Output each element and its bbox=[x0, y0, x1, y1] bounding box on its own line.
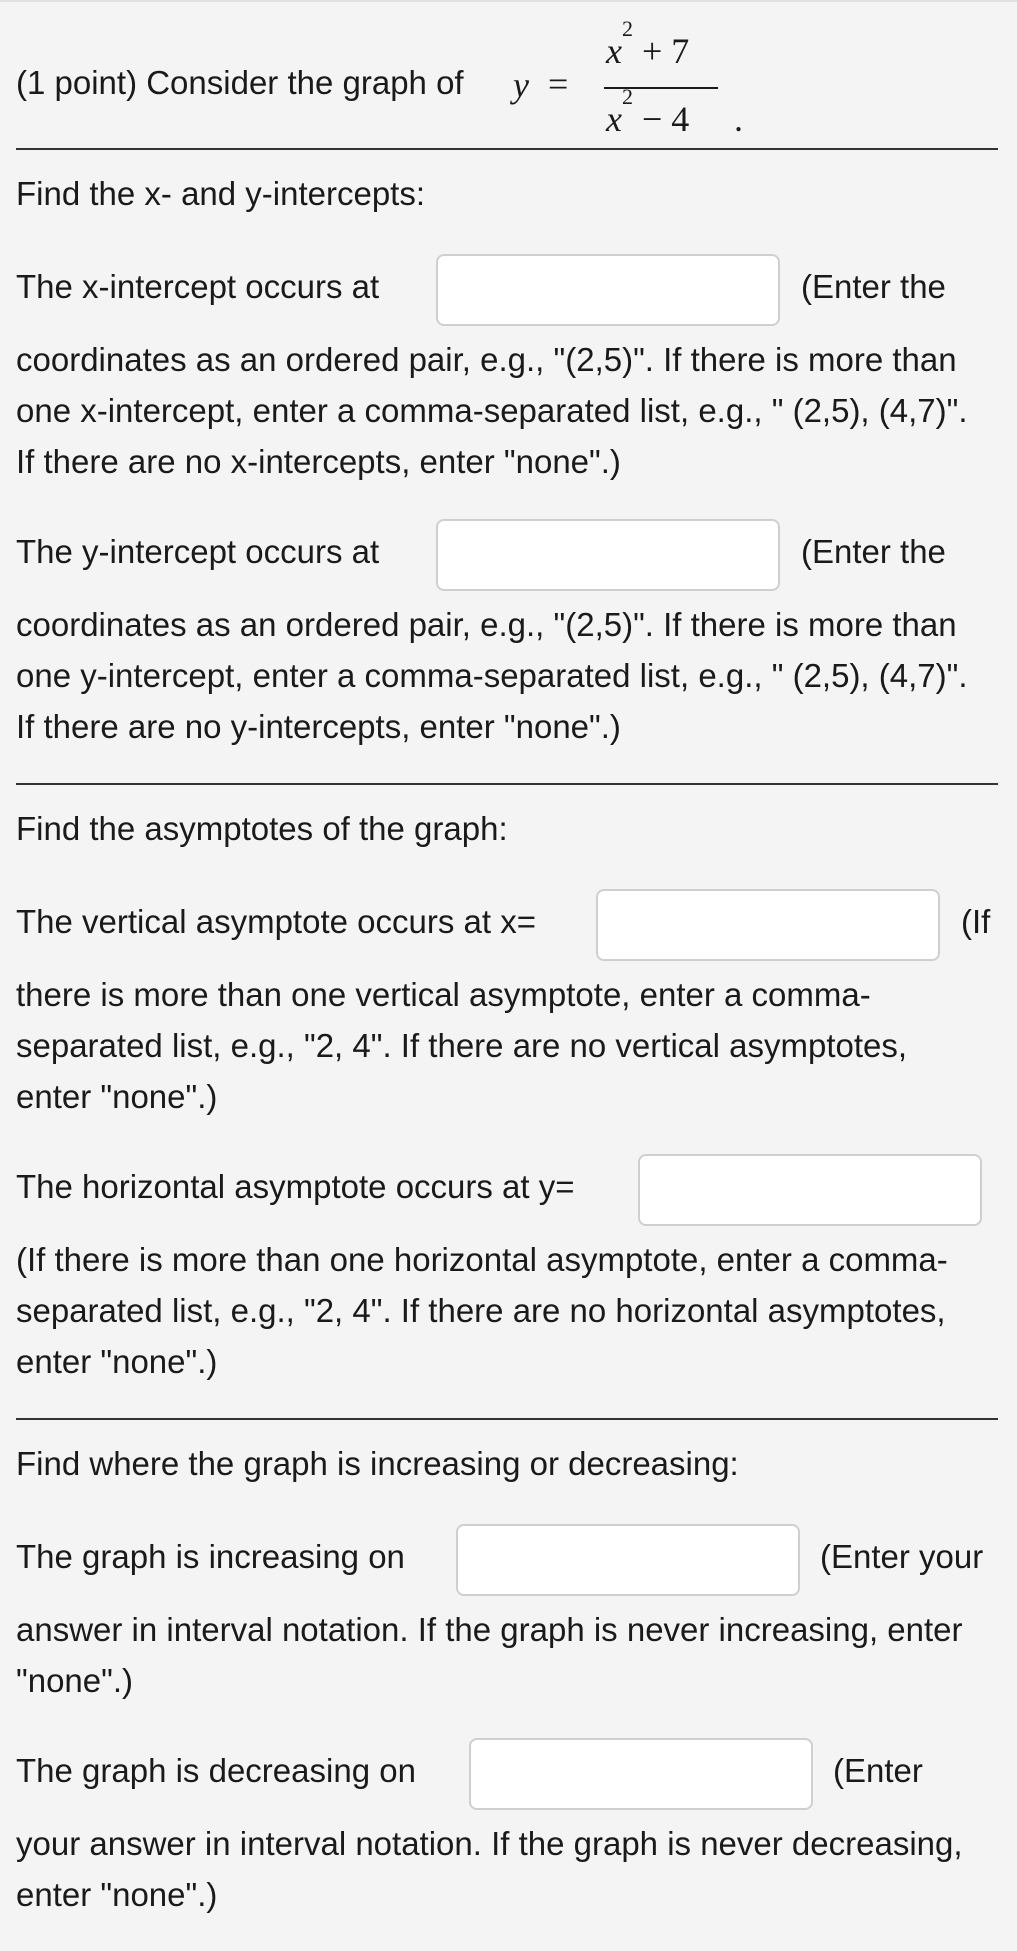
question-increasing bbox=[16, 1524, 998, 1706]
equation-y-variable: y bbox=[513, 65, 529, 105]
increasing-interval-input[interactable] bbox=[456, 1524, 800, 1596]
section-divider bbox=[16, 783, 998, 785]
question-instruction-start: (Enter the bbox=[801, 533, 946, 570]
vertical-asymptote-input[interactable] bbox=[596, 889, 940, 961]
equation-fraction bbox=[596, 16, 726, 140]
x-intercept-input[interactable] bbox=[436, 254, 780, 326]
question-instruction: there is more than one vertical asymptote, enter a comma-separated list, e.g., "2, 4". If there are no vertical asymptotes, enter "none".) bbox=[16, 976, 908, 1115]
question-horizontal-asymptote bbox=[16, 1154, 998, 1387]
problem-lead-text: (1 point) Consider the graph of bbox=[16, 64, 464, 101]
section-divider bbox=[16, 1418, 998, 1420]
section-title-monotonicity: Find where the graph is increasing or decreasing: bbox=[16, 1445, 739, 1482]
question-label: The horizontal asymptote occurs at y= bbox=[16, 1168, 575, 1205]
question-y-intercept bbox=[16, 519, 998, 752]
question-instruction-start: (Enter the bbox=[801, 268, 946, 305]
y-intercept-input[interactable] bbox=[436, 519, 780, 591]
question-instruction: your answer in interval notation. If the graph is never decreasing, enter "none".) bbox=[16, 1825, 963, 1913]
question-instruction: coordinates as an ordered pair, e.g., "(2,5)". If there is more than one x-intercept, enter a comma-separated list, e.g., " (2,5), (4,7)". If there are no x-intercepts, enter "none".) bbox=[16, 341, 968, 480]
question-instruction: coordinates as an ordered pair, e.g., "(2,5)". If there is more than one y-intercept, enter a comma-separated list, e.g., " (2,5), (4,7)". If there are no y-intercepts, enter "none".) bbox=[16, 606, 968, 745]
question-vertical-asymptote bbox=[16, 889, 998, 1122]
decreasing-interval-input[interactable] bbox=[469, 1738, 813, 1810]
top-edge-shadow bbox=[0, 0, 1017, 2]
question-instruction: (If there is more than one horizontal asymptote, enter a comma-separated list, e.g., "2, 4". If there are no horizontal asymptotes, enter "none".) bbox=[16, 1241, 948, 1380]
equation-equals-sign: = bbox=[548, 64, 569, 104]
question-instruction: answer in interval notation. If the graph is never increasing, enter "none".) bbox=[16, 1611, 963, 1699]
fraction-numerator: $x^2 + 7$ bbox=[606, 16, 690, 71]
section-divider bbox=[16, 148, 998, 150]
question-label: The vertical asymptote occurs at x= bbox=[16, 903, 536, 940]
question-decreasing bbox=[16, 1738, 998, 1920]
fraction-denominator: $x^2 - 4$ bbox=[606, 84, 690, 139]
question-label: The x-intercept occurs at bbox=[16, 268, 380, 305]
horizontal-asymptote-input[interactable] bbox=[638, 1154, 982, 1226]
question-label: The graph is increasing on bbox=[16, 1538, 405, 1575]
question-instruction-start: (If bbox=[961, 903, 991, 940]
section-title-asymptotes: Find the asymptotes of the graph: bbox=[16, 810, 508, 847]
equation-period: . bbox=[734, 99, 743, 139]
question-instruction-start: (Enter your bbox=[820, 1538, 984, 1575]
question-label: The y-intercept occurs at bbox=[16, 533, 380, 570]
question-label: The graph is decreasing on bbox=[16, 1752, 416, 1789]
question-x-intercept bbox=[16, 254, 998, 487]
question-instruction-start: (Enter bbox=[833, 1752, 923, 1789]
problem-statement bbox=[16, 16, 996, 140]
section-title-intercepts: Find the x- and y-intercepts: bbox=[16, 175, 426, 212]
